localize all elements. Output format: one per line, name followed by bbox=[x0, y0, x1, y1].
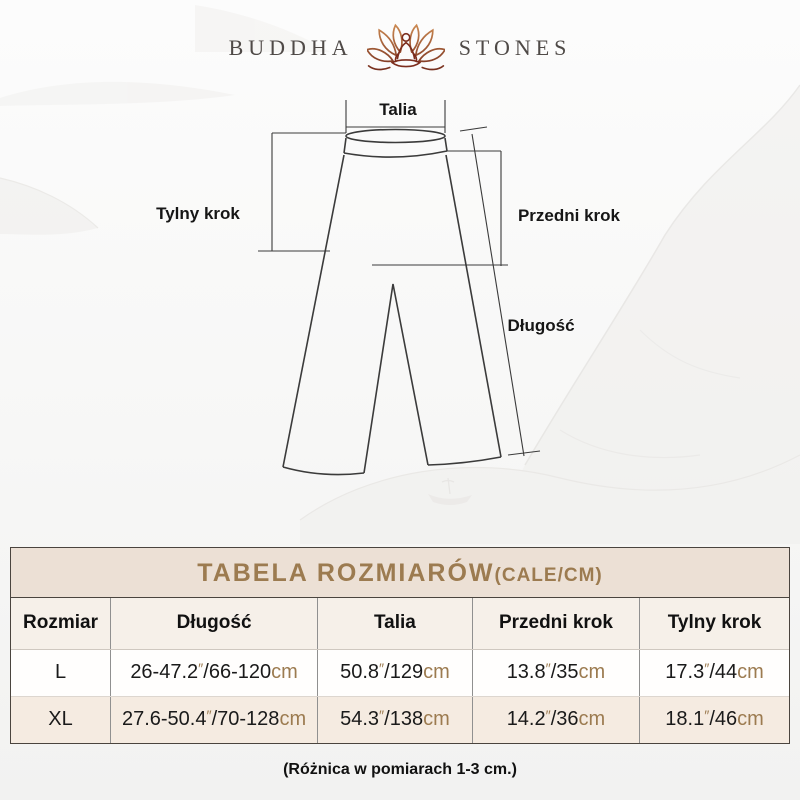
lotus-meditation-icon bbox=[367, 17, 445, 79]
cm-unit: cm bbox=[578, 708, 606, 731]
size-cell: XL bbox=[11, 696, 111, 743]
inch-mark: ″ bbox=[198, 661, 204, 678]
cm-unit: cm bbox=[578, 661, 606, 683]
front-rise-label: Przedni krok bbox=[517, 206, 621, 225]
cm-unit: cm bbox=[271, 661, 298, 683]
size-cell: L bbox=[11, 649, 111, 696]
measurement-cell-dlugosc: 27.6-50.4″/70-128cm bbox=[111, 696, 318, 743]
pants-outline bbox=[283, 130, 501, 475]
length-dimension-line bbox=[460, 127, 540, 456]
front-rise-dimension-line bbox=[372, 151, 508, 266]
measurement-tolerance-note: (Różnica w pomiarach 1-3 cm.) bbox=[283, 761, 517, 778]
brand-name-left: BUDDHA bbox=[228, 35, 353, 60]
column-header-dlugosc: Długość bbox=[111, 598, 318, 649]
cm-unit: cm bbox=[423, 661, 450, 683]
pants-measurement-diagram bbox=[0, 85, 800, 545]
measurement-cell-talia: 54.3″/138cm bbox=[318, 696, 473, 743]
table-row-xl bbox=[11, 696, 789, 743]
inch-mark: ″ bbox=[379, 661, 385, 678]
waistband bbox=[346, 130, 445, 143]
inch-mark: ″ bbox=[206, 708, 212, 725]
back-rise-dimension-line bbox=[258, 133, 346, 251]
waist-label: Talia bbox=[379, 100, 417, 119]
measurement-cell-talia: 50.8″/129cm bbox=[318, 649, 473, 696]
column-header-talia: Talia bbox=[318, 598, 473, 649]
inch-mark: ″ bbox=[704, 708, 710, 725]
table-header-row bbox=[11, 598, 789, 649]
size-table-body bbox=[11, 649, 789, 743]
cm-unit: cm bbox=[737, 708, 764, 731]
size-table-title-text: TABELA ROZMIARÓW bbox=[197, 559, 495, 587]
column-header-przedni-krok: Przedni krok bbox=[472, 598, 639, 649]
size-table-title-units: (CALE/CM) bbox=[494, 565, 603, 586]
measurement-cell-przedni-krok: 14.2″/36cm bbox=[472, 696, 639, 743]
measurement-cell-przedni-krok: 13.8″/35cm bbox=[472, 649, 639, 696]
inch-mark: ″ bbox=[545, 661, 551, 678]
table-row-l bbox=[11, 649, 789, 696]
inch-mark: ″ bbox=[704, 661, 710, 678]
column-header-tylny-krok: Tylny krok bbox=[640, 598, 789, 649]
length-label: Długość bbox=[507, 316, 575, 335]
inch-mark: ″ bbox=[379, 708, 385, 725]
inch-mark: ″ bbox=[545, 708, 551, 725]
brand-name-right: STONES bbox=[458, 35, 572, 60]
brand-logo bbox=[0, 16, 800, 80]
measurement-cell-dlugosc: 26-47.2″/66-120cm bbox=[111, 649, 318, 696]
cm-unit: cm bbox=[279, 708, 307, 731]
back-rise-label: Tylny krok bbox=[156, 204, 240, 223]
measurement-cell-tylny-krok: 17.3″/44cm bbox=[640, 649, 789, 696]
column-header-rozmiar: Rozmiar bbox=[11, 598, 111, 649]
cm-unit: cm bbox=[423, 708, 450, 731]
size-table bbox=[10, 547, 790, 744]
size-table-grid bbox=[11, 598, 789, 743]
size-table-title bbox=[11, 548, 789, 598]
cm-unit: cm bbox=[737, 661, 764, 683]
measurement-cell-tylny-krok: 18.1″/46cm bbox=[640, 696, 789, 743]
